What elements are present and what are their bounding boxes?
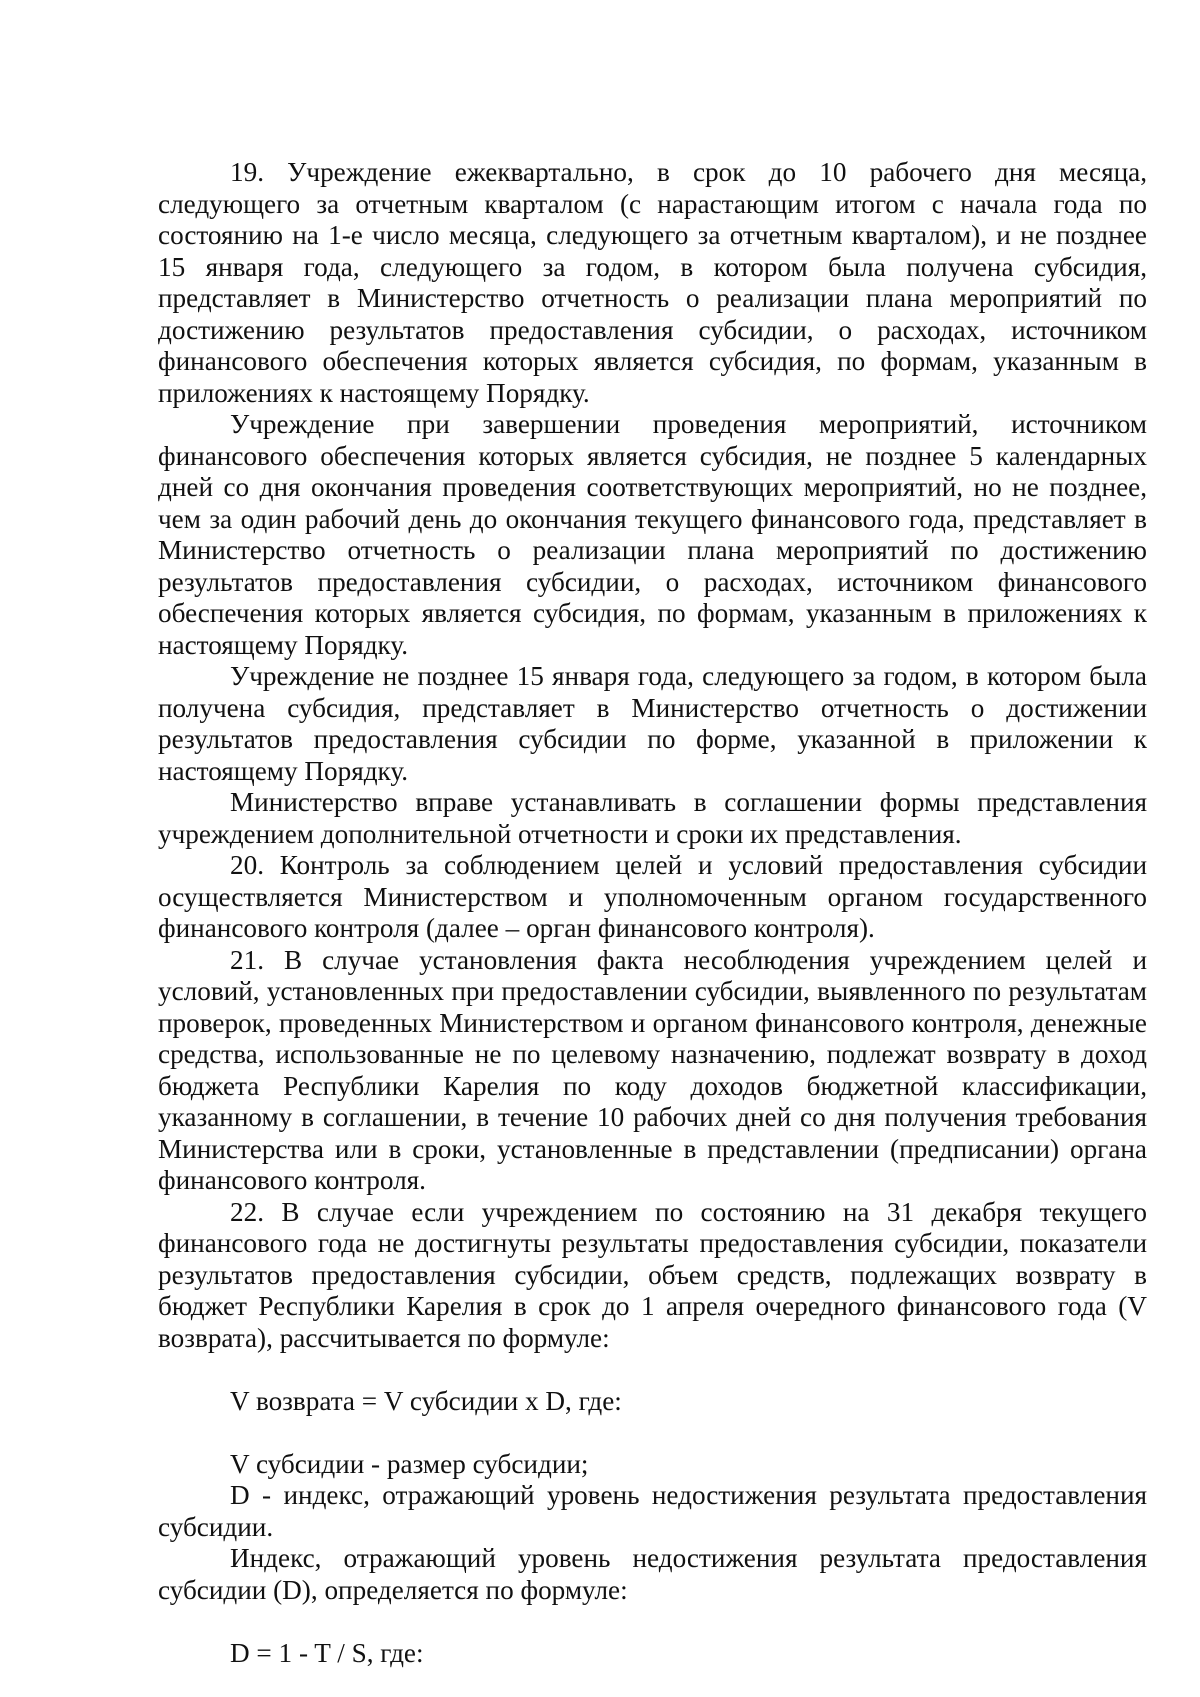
blank-line: [158, 1606, 1147, 1638]
formula-return-volume: V возврата = V субсидии x D, где:: [230, 1385, 622, 1416]
definition-subsidy-volume: V субсидии - размер субсидии;: [230, 1448, 589, 1479]
blank-line: [158, 1354, 1147, 1386]
paragraph-report-results: Учреждение не позднее 15 января года, следующего за годом, в котором была получена субсидия, представляет в Министерство отчетность о достижении результатов предоставления субсидии по форме, указанной в приложении к настоящему Порядку.: [158, 661, 1147, 786]
paragraph-19: 19. Учреждение ежеквартально, в срок до 10 рабочего дня месяца, следующего за отчетным кварталом (с нарастающим итогом с начала года по состоянию на 1-е число месяца, следующего за отчетным кварталом), и не позднее 15 января года, следующего за годом, в котором была получена субсидия, представляет в Министерство отчетность о реализации плана мероприятий по достижению результатов предоставления субсидии, о расходах, источником финансового обеспечения которых является субсидия, по формам, указанным в приложениях к настоящему Порядку.: [158, 157, 1147, 408]
paragraph-21: 21. В случае установления факта несоблюдения учреждением целей и условий, установленных при предоставлении субсидии, выявленного по результатам проверок, проведенных Министерством и органом финансового контроля, денежные средства, использованные не по целевому назначению, подлежат возврату в доход бюджета Республики Карелия по коду доходов бюджетной классификации, указанному в соглашении, в течение 10 рабочих дней со дня получения требования Министерства или в сроки, установленные в представлении (предписании) органа финансового контроля.: [158, 944, 1147, 1195]
paragraph-index-formula-intro: Индекс, отражающий уровень недостижения результата предоставления субсидии (D), определяется по формуле:: [158, 1543, 1147, 1605]
definition-index-d: D - индекс, отражающий уровень недостижения результата предоставления субсидии.: [158, 1480, 1147, 1542]
paragraph-additional-reporting: Министерство вправе устанавливать в соглашении формы представления учреждением дополнительной отчетности и сроки их представления.: [158, 787, 1147, 849]
paragraph-20: 20. Контроль за соблюдением целей и условий предоставления субсидии осуществляется Министерством и уполномоченным органом государственного финансового контроля (далее – орган финансового контроля).: [158, 850, 1147, 943]
document-body: [158, 157, 1147, 1669]
paragraph-report-completion: Учреждение при завершении проведения мероприятий, источником финансового обеспечения которых является субсидия, не позднее 5 календарных дней со дня окончания проведения соответствующих мероприятий, но не позднее, чем за один рабочий день до окончания текущего финансового года, представляет в Министерство отчетность о реализации плана мероприятий по достижению результатов предоставления субсидии, о расходах, источником финансового обеспечения которых является субсидия, по формам, указанным в приложениях к настоящему Порядку.: [158, 409, 1147, 660]
blank-line: [158, 1417, 1147, 1449]
formula-index-d: D = 1 - T / S, где:: [230, 1637, 424, 1668]
paragraph-22: 22. В случае если учреждением по состоянию на 31 декабря текущего финансового года не достигнуты результаты предоставления субсидии, показатели результатов предоставления субсидии, объем средств, подлежащих возврату в бюджет Республики Карелия в срок до 1 апреля очередного финансового года (V возврата), рассчитывается по формуле:: [158, 1196, 1147, 1353]
